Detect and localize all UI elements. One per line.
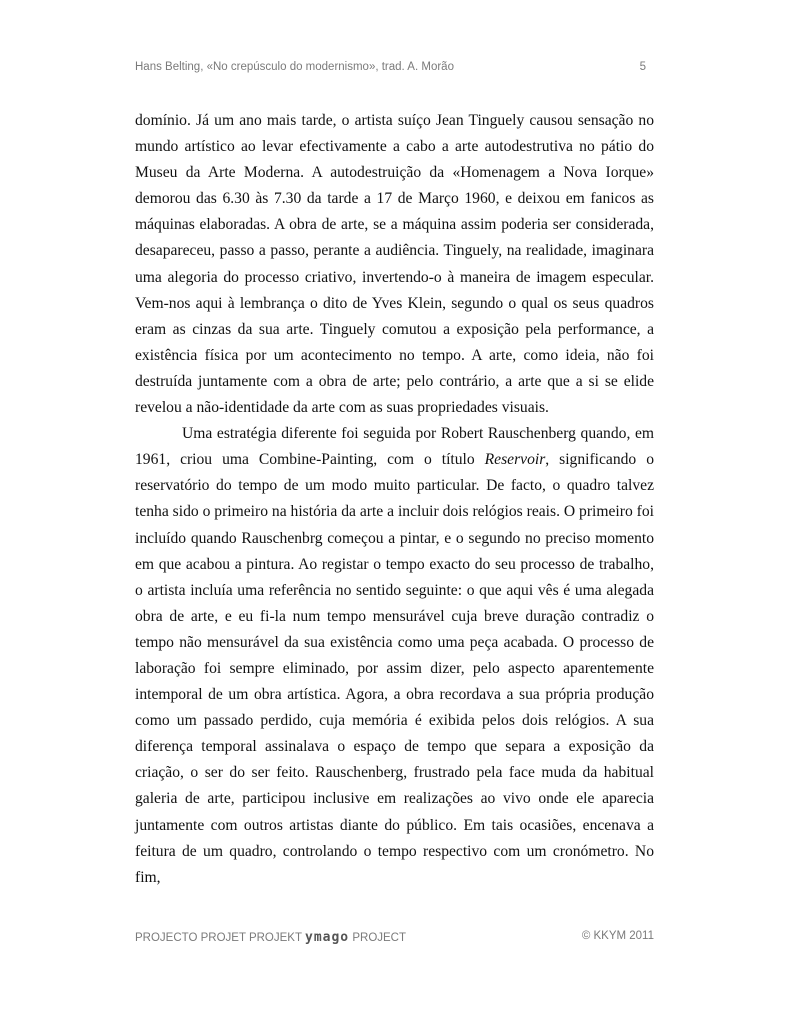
header-title: Hans Belting, «No crepúsculo do modernismo», trad. A. Morão <box>135 61 454 73</box>
document-body <box>135 108 654 891</box>
page-number: 5 <box>639 61 646 73</box>
paragraph-2 <box>135 421 654 891</box>
paragraph-2-text-start: Uma estratégia diferente foi seguida por Robert Rauschenberg quando, em 1961, criou uma Combine-Painting, com o título <box>135 425 654 469</box>
artwork-title-italic: Reservoir <box>484 451 546 469</box>
page-footer <box>135 930 654 948</box>
page-header <box>135 61 646 77</box>
footer-project-line <box>135 930 406 945</box>
paragraph-1: domínio. Já um ano mais tarde, o artista suíço Jean Tinguely causou sensação no mundo artístico ao levar efectivamente a cabo a arte autodestrutiva no pátio do Museu da Arte Moderna. A autodestruição da «Homenagem a Nova Iorque» demorou das 6.30 às 7.30 da tarde a 17 de Março 1960, e deixou em fanicos as máquinas elaboradas. A obra de arte, se a máquina assim poderia ser considerada, desapareceu, passo a passo, perante a audiência. Tinguely, na realidade, imaginara uma alegoria do processo criativo, invertendo-o à maneira de imagem especular. Vem-nos aqui à lembrança o dito de Yves Klein, segundo o qual os seus quadros eram as cinzas da sua arte. Tinguely comutou a exposição pela performance, a existência física por um acontecimento no tempo. A arte, como ideia, não foi destruída juntamente com a obra de arte; pelo contrário, a arte que a si se elide revelou a não-identidade da arte com as suas propriedades visuais. <box>135 112 654 417</box>
footer-suffix: PROJECT <box>352 932 407 944</box>
paragraph-2-text-end: , significando o reservatório do tempo de um modo muito particular. De facto, o quadro talvez tenha sido o primeiro na história da arte a incluir dois relógios reais. O primeiro foi incluído quando Rauschenbrg começou a pintar, e o segundo no preciso momento em que acabou a pintura. Ao registar o tempo exacto do seu processo de trabalho, o artista incluía uma referência no sentido seguinte: o que aqui vês é uma alegada obra de arte, e eu fi-la num tempo mensurável cuja breve duração contradiz o tempo não mensurável da sua existência como uma peça acabada. O processo de laboração foi sempre eliminado, por assim dizer, pelo aspecto aparentemente intemporal de um obra artística. Agora, a obra recordava a sua própria produção como um passado perdido, cuja memória é exibida pelos dois relógios. A sua diferença temporal assinalava o espaço de tempo que separa a exposição da criação, o ser do ser feito. Rauschenberg, frustrado pela face muda da habitual galeria de arte, participou inclusive em realizações ao vivo onde ele aparecia juntamente com outros artistas diante do público. Em tais ocasiões, encenava a feitura de um quadro, controlando o tempo respectivo com um cronómetro. No fim, <box>135 451 655 886</box>
ymago-logo: ymago <box>305 930 350 945</box>
footer-copyright: © KKYM 2011 <box>581 930 654 942</box>
footer-prefix: PROJECTO PROJET PROJEKT <box>135 932 302 944</box>
